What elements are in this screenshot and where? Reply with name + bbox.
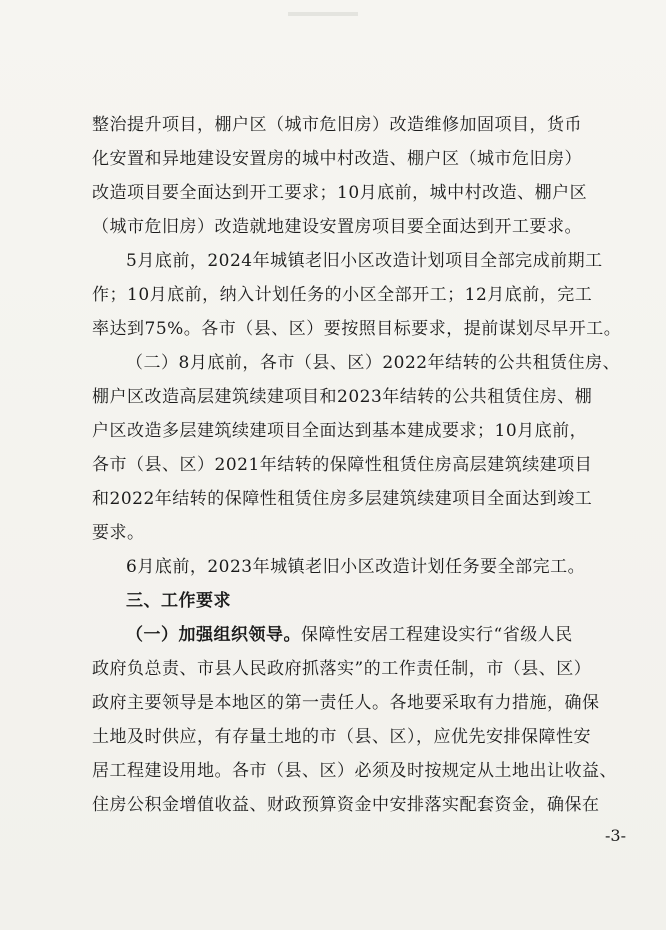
text-line-7: 率达到75%。各市（县、区）要按照目标要求，提前谋划尽早开工。 bbox=[92, 319, 622, 339]
text-line-1: 整治提升项目，棚户区（城市危旧房）改造维修加固项目，货币 bbox=[92, 115, 582, 135]
section-heading: 三、工作要求 bbox=[126, 591, 231, 611]
text-line-20: 居工程建设用地。各市（县、区）必须及时按规定从土地出让收益、 bbox=[92, 761, 617, 781]
text-line-11: 各市（县、区）2021年结转的保障性租赁住房高层建筑续建项目 bbox=[92, 455, 593, 475]
text-line-14: 6月底前，2023年城镇老旧小区改造计划任务要全部完工。 bbox=[126, 557, 586, 577]
scan-artifact bbox=[288, 12, 358, 16]
subsection-text: 保障性安居工程建设实行“省级人民 bbox=[301, 625, 573, 645]
subsection-heading: （一）加强组织领导。 bbox=[126, 625, 301, 645]
page-number: -3- bbox=[605, 826, 626, 845]
text-line-9: 棚户区改造高层建筑续建项目和2023年结转的公共租赁住房、棚 bbox=[92, 387, 593, 407]
text-line-4: （城市危旧房）改造就地建设安置房项目要全面达到开工要求。 bbox=[92, 217, 582, 237]
text-line-18: 政府主要领导是本地区的第一责任人。各地要采取有力措施，确保 bbox=[92, 693, 600, 713]
text-line-13: 要求。 bbox=[92, 523, 145, 543]
text-line-10: 户区改造多层建筑续建项目全面达到基本建成要求；10月底前， bbox=[92, 421, 588, 441]
text-line-5: 5月底前，2024年城镇老旧小区改造计划项目全部完成前期工 bbox=[126, 251, 603, 271]
text-line-19: 土地及时供应，有存量土地的市（县、区），应优先安排保障性安 bbox=[92, 727, 591, 747]
text-line-2: 化安置和异地建设安置房的城中村改造、棚户区（城市危旧房） bbox=[92, 149, 582, 169]
text-line-12: 和2022年结转的保障性租赁住房多层建筑续建项目全面达到竣工 bbox=[92, 489, 593, 509]
text-line-16 bbox=[126, 624, 573, 646]
text-line-8: （二）8月底前，各市（县、区）2022年结转的公共租赁住房、 bbox=[126, 353, 621, 373]
text-line-3: 改造项目要全面达到开工要求；10月底前，城中村改造、棚户区 bbox=[92, 183, 588, 203]
text-line-6: 作；10月底前，纳入计划任务的小区全部开工；12月底前，完工 bbox=[92, 285, 593, 305]
text-line-21: 住房公积金增值收益、财政预算资金中安排落实配套资金，确保在 bbox=[92, 795, 600, 815]
text-line-17: 政府负总责、市县人民政府抓落实”的工作责任制，市（县、区） bbox=[92, 659, 592, 679]
